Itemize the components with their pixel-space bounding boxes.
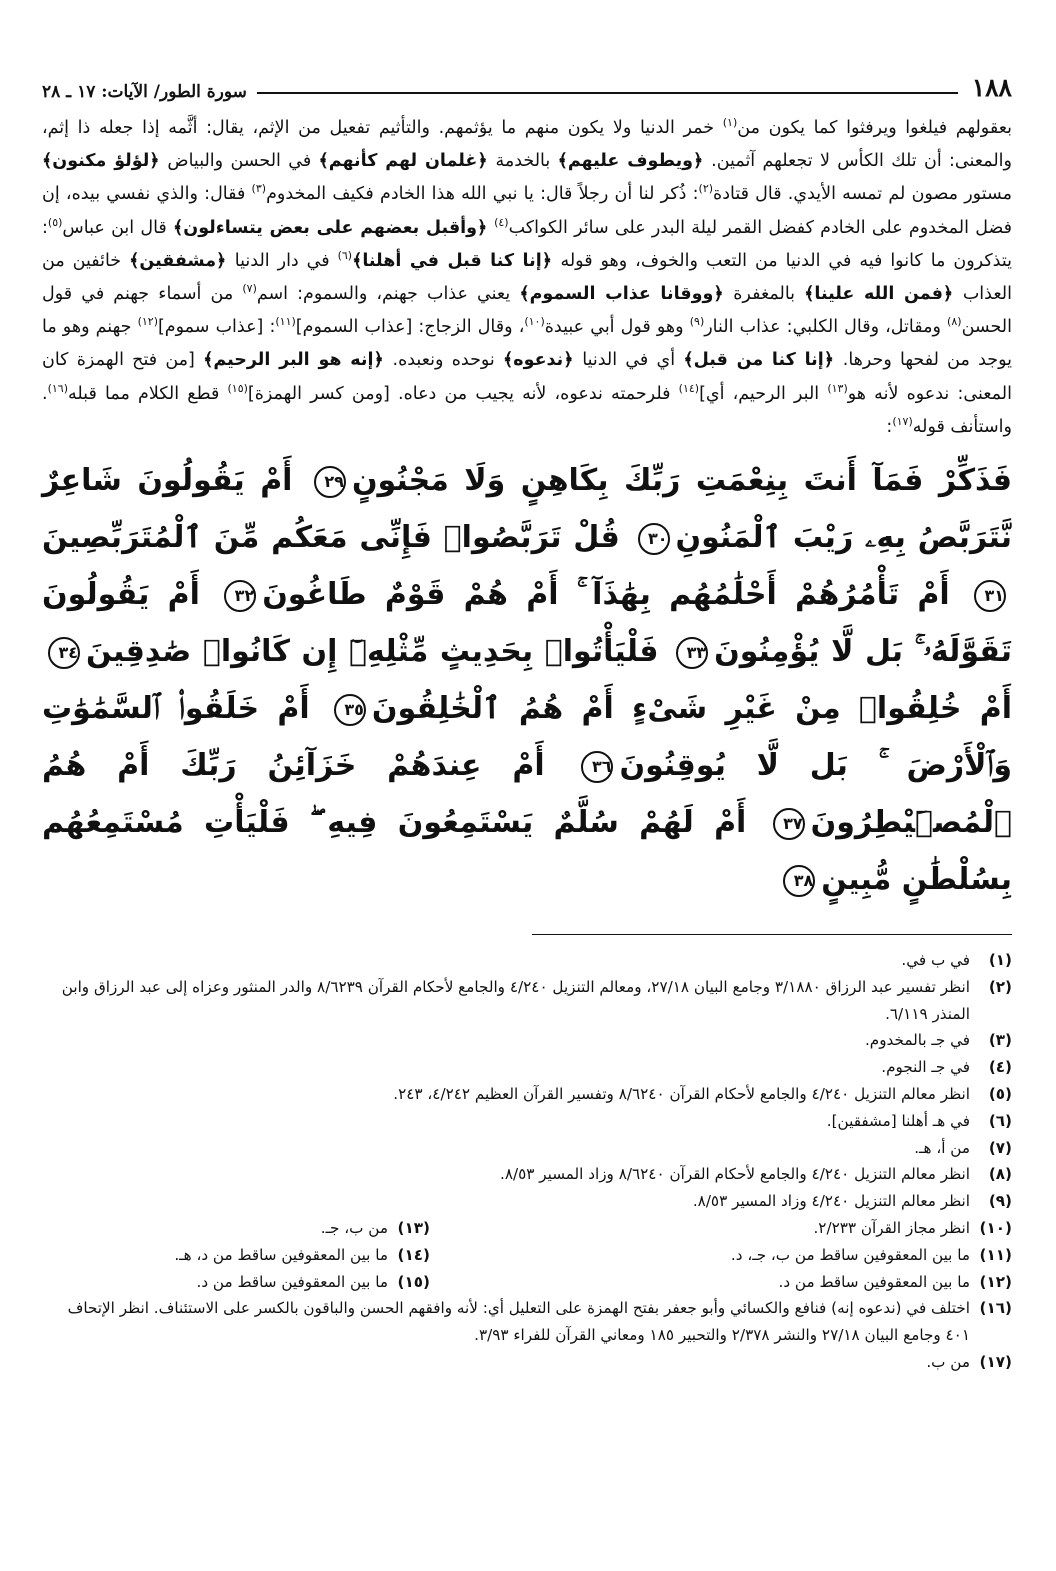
verse-number-marker: ٢٩ — [314, 466, 346, 498]
footnote: (١٦) اختلف في (ندعوه إنه) فنافع والكسائي وأبو جعفر بفتح الهمزة على التعليل أي: لأنه وافقهم الحسن والباقون بالكسر على الاستئناف. انظر الإتحاف ٤٠١ وجامع البيان ٢٧/١٨ والنشر ٢/٣٧٨ والتحبير ١٨٥ ومعاني القرآن للفراء ٣/٩٣. — [67, 1299, 1012, 1345]
footnote: (٢) انظر تفسير عبد الرزاق ٣/١٨٨٠ وجامع البيان ٢٧/١٨، ومعالم التنزيل ٤/٢٤٠ والجامع لأحكام القرآن ٨/٦٢٣٩ والدر المنثور وعزاه إلى عبد الرزاق وابن المنذر ٦/١١٩. — [61, 977, 1012, 1023]
verse-number-marker: ٣٣ — [676, 637, 708, 669]
verse-text: أَمْ تَأْمُرُهُمْ أَحْلَٰمُهُم بِهَٰذَآ ۚ أَمْ هُمْ قَوْمٌ طَاغُونَ — [262, 577, 950, 613]
footnote-ref: (١٤) — [678, 381, 700, 395]
verse-number-marker: ٣٥ — [334, 694, 366, 726]
footnotes — [42, 947, 1012, 1376]
footnote-ref: (٧) — [242, 282, 257, 296]
footnote-ref: (١٥) — [227, 381, 248, 395]
footnote-ref: (٣) — [251, 182, 267, 196]
page-number: ١٨٨ — [971, 73, 1012, 102]
footnote: (١٧) من ب. — [926, 1352, 1012, 1371]
footnote: (٦) في هـ أهلنا [مشفقين]. — [826, 1111, 1012, 1130]
footnote-ref: (١) — [722, 116, 738, 130]
verse-number-marker: ٣٠ — [638, 523, 670, 555]
commentary-text — [42, 112, 1012, 444]
footnote-ref: (١٧) — [892, 415, 913, 428]
footnote-ref: (١٠) — [524, 315, 545, 329]
verse-text: أَمْ خُلِقُوا۟ مِنْ غَيْرِ شَىْءٍ أَمْ هُمُ ٱلْخَٰلِقُونَ — [371, 691, 1012, 727]
quran-quote: ﴿ووقانا عذاب السموم﴾ — [519, 284, 734, 305]
quran-quote: ﴿مشفقين﴾ — [129, 250, 235, 271]
verse-text: فَلْيَأْتُوا۟ بِحَدِيثٍ مِّثْلِهِۦٓ إِن كَانُوا۟ صَٰدِقِينَ — [86, 634, 659, 670]
footnote: (١٢) ما بين المعقوفين ساقط من د. — [778, 1272, 1012, 1291]
footnote: (١٤) ما بين المعقوفين ساقط من د، هـ. — [174, 1245, 430, 1264]
verse-number-marker: ٣١ — [974, 580, 1006, 612]
verse-text: فَذَكِّرْ فَمَآ أَنتَ بِنِعْمَتِ رَبِّكَ بِكَاهِنٍ وَلَا مَجْنُونٍ — [351, 463, 1012, 499]
quran-quote: ﴿إنه هو البر الرحيم﴾ — [203, 350, 393, 371]
quran-verses — [42, 452, 1012, 908]
footnote-row — [42, 1269, 1012, 1296]
footnote-ref: (٦) — [337, 248, 353, 262]
footnote-ref: (١٢) — [137, 315, 158, 329]
footnote: (١) في ب في. — [901, 951, 1012, 970]
footnote-row — [42, 1242, 1012, 1269]
commentary-paragraph: بعقولهم فيلغوا ويرفثوا كما يكون من$^{(١)}$ خمر الدنيا ولا يكون منهم ما يؤثمهم. والتأثيم تفعيل من الإثم، يقال: أثَّمه إذا جعله ذا إثم، والمعنى: أن تلك الكأس لا تجعلهم آثمين. ﴿ويطوف عليهم﴾ بالخدمة ﴿غلمان لهم كأنهم﴾ في الحسن والبياض ﴿لؤلؤ مكنون﴾ مستور مصون لم تمسه الأيدي. قال قتادة$^{(٢)}$: ذُكر لنا أن رجلاً قال: يا نبي الله هذا الخادم فكيف المخدوم$^{(٣)}$ فقال: والذي نفسي بيده، إن فضل المخدوم على الخادم كفضل القمر ليلة البدر على سائر الكواكب$^{(٤)}$ ﴿وأقبل بعضهم على بعض يتساءلون﴾ قال ابن عباس$^{(٥)}$: يتذكرون ما كانوا فيه في الدنيا من التعب والخوف، وهو قوله ﴿إنا كنا قبل في أهلنا﴾$^{(٦)}$ في دار الدنيا ﴿مشفقين﴾ خائفين من العذاب ﴿فمن الله علينا﴾ بالمغفرة ﴿ووقانا عذاب السموم﴾ يعني عذاب جهنم، والسموم: اسم$^{(٧)}$ من أسماء جهنم في قول الحسن$^{(٨)}$ ومقاتل، وقال الكلبي: عذاب النار$^{(٩)}$ وهو قول أبي عبيدة$^{(١٠)}$، وقال الزجاج: [عذاب السموم]$^{(١١)}$: [عذاب سموم]$^{(١٢)}$ جهنم وهو ما يوجد من لفحها وحرها. ﴿إنا كنا من قبل﴾ أي في الدنيا ﴿ندعوه﴾ نوحده ونعبده. ﴿إنه هو البر الرحيم﴾ [من فتح الهمزة كان المعنى: ندعوه لأنه هو$^{(١٣)}$ البر الرحيم، أي]$^{(١٤)}$ فلرحمته ندعوه، لأنه يجيب من دعاه. [ومن كسر الهمزة]$^{(١٥)}$ قطع الكلام مما قبله$^{(١٦)}$. واستأنف قوله$^{(١٧)}$: — [42, 116, 1013, 437]
footnote-ref: (٩) — [689, 315, 705, 329]
verse-number-marker: ٣٨ — [783, 865, 815, 897]
footnote: (١٥) ما بين المعقوفين ساقط من د. — [196, 1272, 430, 1291]
page-header — [42, 72, 1012, 102]
footnote-ref: (١٦) — [47, 381, 68, 395]
verse-number-marker: ٣٢ — [224, 580, 256, 612]
verse-number-marker: ٣٧ — [773, 808, 805, 840]
footnote: (٥) انظر معالم التنزيل ٤/٢٤٠ والجامع لأحكام القرآن ٨/٦٢٤٠ وتفسير القرآن العظيم ٤/٢٤٢، ٢٤٣. — [393, 1085, 1012, 1104]
verse-number-marker: ٣٤ — [48, 637, 80, 669]
quran-quote: ﴿لؤلؤ مكنون﴾ — [42, 151, 168, 172]
footnote: (٨) انظر معالم التنزيل ٤/٢٤٠ والجامع لأحكام القرآن ٨/٦٢٤٠ وزاد المسير ٨/٥٣. — [500, 1165, 1012, 1184]
footnote-ref: (١٣) — [827, 381, 848, 395]
footnote-ref: (٥) — [47, 215, 63, 229]
footnote-ref: (٢) — [698, 182, 714, 196]
header-rule — [257, 92, 958, 94]
verse-text: أَمْ عِندَهُمْ خَزَآئِنُ رَبِّكَ أَمْ هُمُ ٱلْمُصَۣيْطِرُونَ — [42, 748, 1012, 841]
verse-text: أَمْ يَقُولُونَ شَاعِرٌ نَّتَرَبَّصُ بِهِۦ رَيْبَ ٱلْمَنُونِ — [42, 463, 1013, 556]
footnote: (١١) ما بين المعقوفين ساقط من ب، جـ، د. — [730, 1245, 1012, 1264]
footnote: (٧) من أ، هـ. — [914, 1138, 1012, 1157]
verse-text: قُلْ تَرَبَّصُوا۟ فَإِنِّى مَعَكُم مِّنَ ٱلْمُتَرَبِّصِينَ — [42, 520, 620, 556]
verse-text: أَمْ يَقُولُونَ تَقَوَّلَهُۥ ۚ بَل لَّا يُؤْمِنُونَ — [42, 577, 1012, 670]
verse-text: أَمْ لَهُمْ سُلَّمٌ يَسْتَمِعُونَ فِيهِ ۖ فَلْيَأْتِ مُسْتَمِعُهُم بِسُلْطَٰنٍ مُّبِينٍ — [42, 805, 1012, 898]
footnote-separator — [532, 934, 1012, 935]
footnote-ref: (٨) — [947, 315, 962, 329]
footnote: (١٠) انظر مجاز القرآن ٢/٢٣٣. — [813, 1219, 1012, 1237]
verse-text: أَمْ خَلَقُوا۟ ٱلسَّمَٰوَٰتِ وَٱلْأَرْضَ ۚ بَل لَّا يُوقِنُونَ — [42, 691, 1013, 784]
quran-quote: ﴿غلمان لهم كأنهم﴾ — [318, 151, 496, 172]
quran-quote: ﴿إنا كنا قبل في أهلنا﴾ — [352, 250, 561, 271]
footnote: (٣) في جـ بالمخدوم. — [864, 1031, 1012, 1050]
footnote: (٩) انظر معالم التنزيل ٤/٢٤٠ وزاد المسير ٨/٥٣. — [692, 1192, 1012, 1211]
quran-quote: ﴿فمن الله علينا﴾ — [804, 284, 963, 305]
footnote: (١٣) من ب، جـ. — [320, 1219, 430, 1237]
quran-quote: ﴿إنا كنا من قبل﴾ — [683, 350, 843, 371]
running-head: سورة الطور/ الآيات: ١٧ ـ ٢٨ — [42, 82, 247, 102]
footnote-ref: (١١) — [275, 315, 296, 329]
footnote-row — [42, 1215, 1012, 1242]
quran-quote: ﴿وأقبل بعضهم على بعض يتساءلون﴾ — [173, 217, 495, 238]
quran-quote: ﴿ندعوه﴾ — [503, 350, 583, 371]
quran-quote: ﴿ويطوف عليهم﴾ — [557, 151, 712, 172]
verse-number-marker: ٣٦ — [581, 751, 613, 783]
footnote-ref: (٤) — [494, 215, 509, 229]
footnote: (٤) في جـ النجوم. — [881, 1058, 1012, 1077]
